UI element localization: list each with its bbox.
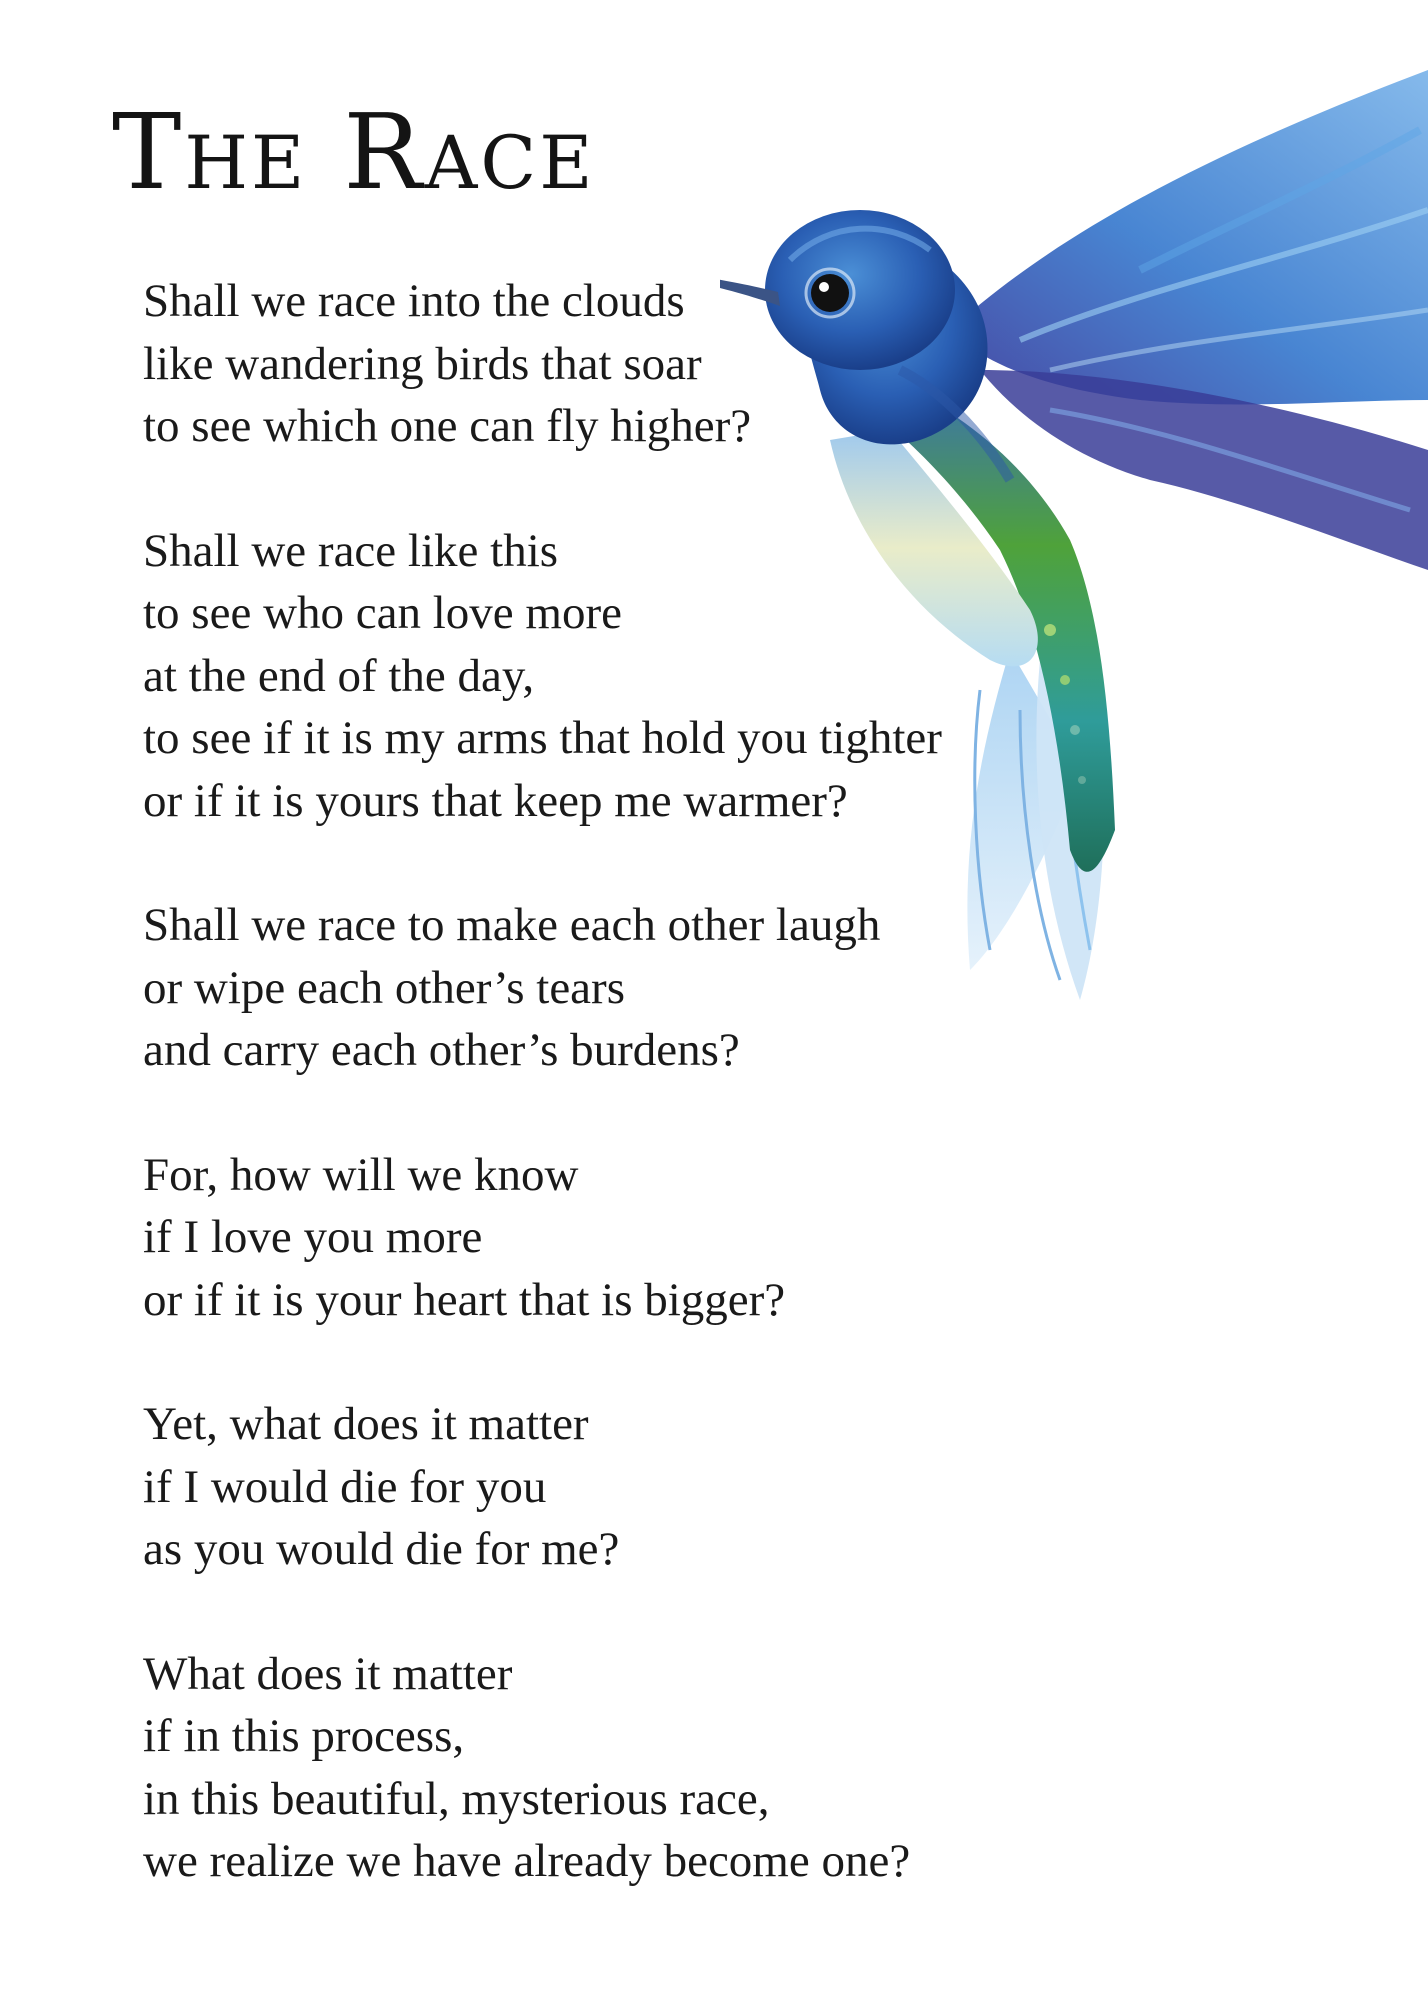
poem-line: and carry each other’s burdens? [143,1024,740,1076]
poem-line: like wandering birds that soar [143,337,702,390]
stanza-4 [143,1144,1043,1332]
poem-line: or wipe each other’s tears [143,961,625,1014]
poem-line: if I love you more [143,1211,483,1263]
poem-line: Shall we race to make each other laugh [143,899,881,951]
hummingbird-illustration [720,70,1428,1030]
poem-line: or if it is your heart that is bigger? [143,1273,786,1326]
poem-title: The Race [112,91,596,213]
poem-line: Shall we race into the clouds [143,275,685,327]
poem-line: to see if it is my arms that hold you tighter [143,712,942,764]
stanza-5 [143,1393,1043,1581]
poem-line: For, how will we know [143,1148,579,1201]
poem-line: to see who can love more [143,587,622,639]
stanza-6 [143,1643,1043,1893]
poem-line: if I would die for you [143,1460,547,1513]
poem-line: we realize we have already become one? [143,1835,911,1887]
poem-line: What does it matter [143,1647,513,1700]
poem-line: if in this process, [143,1710,465,1762]
poem-line: or if it is yours that keep me warmer? [143,774,848,827]
poem-line: in this beautiful, mysterious race, [143,1772,770,1825]
poem-line: as you would die for me? [143,1523,620,1575]
poem-line: to see which one can fly higher? [143,400,752,452]
poem-line: at the end of the day, [143,649,535,702]
poem-line: Shall we race like this [143,524,559,577]
hummingbird-icon [720,70,1428,1030]
poem-line: Yet, what does it matter [143,1398,589,1450]
